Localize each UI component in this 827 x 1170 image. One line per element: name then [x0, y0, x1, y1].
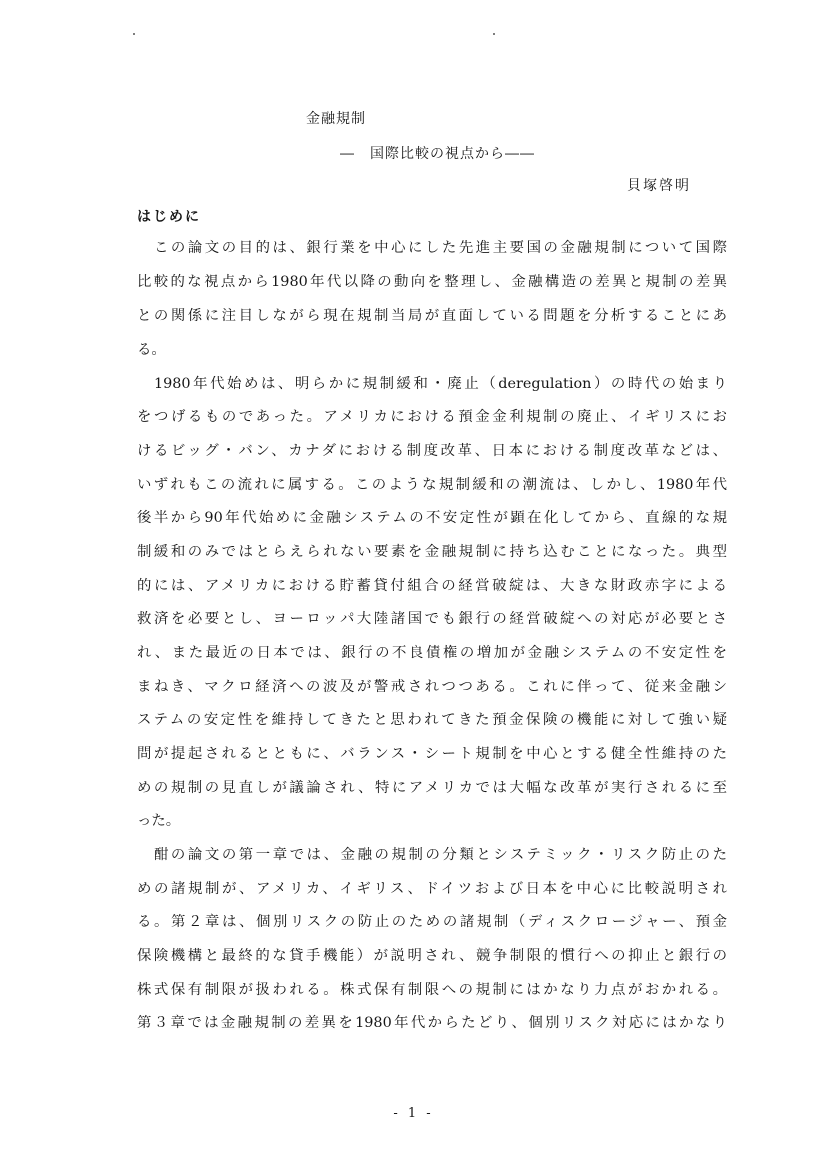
- body-line: る。: [137, 342, 166, 358]
- body-line: めの諸規制が、アメリカ、イギリス、ドイツおよび日本を中心に比較説明され: [137, 881, 727, 897]
- body-line: 問が提起されるとともに、バランス・シート規制を中心とする健全性維持のた: [137, 746, 727, 762]
- body-line: った。: [137, 813, 181, 829]
- page-number: - 1 -: [393, 1106, 434, 1121]
- body-line: 救済を必要とし、ヨーロッパ大陸諸国でも銀行の経営破綻への対応が必要とさ: [137, 611, 727, 627]
- body-line: 的には、アメリカにおける貯蓄貸付組合の経営破綻は、大きな財政赤字による: [137, 578, 727, 594]
- body-line: 後半から90年代始めに金融システムの不安定性が顕在化してから、直線的な規: [137, 510, 727, 526]
- body-line: との関係に注目しながら現在規制当局が直面している問題を分析することにあ: [137, 308, 727, 324]
- author-name: 貝塚啓明: [627, 178, 691, 194]
- body-line: この論文の目的は、銀行業を中心にした先進主要国の金融規制について国際: [137, 240, 727, 256]
- body-line: れ、また最近の日本では、銀行の不良債権の増加が金融システムの不安定性を: [137, 645, 727, 661]
- body-line: めの規制の見直しが議論され、特にアメリカでは大幅な改革が実行されるに至: [137, 780, 727, 796]
- section-heading: はじめに: [137, 209, 201, 225]
- body-line: 制緩和のみではとらえられない要素を金融規制に持ち込むことになった。典型: [137, 544, 727, 560]
- body-line: 保険機構と最終的な貸手機能）が説明され、競争制限的慣行への抑止と銀行の: [137, 948, 727, 964]
- body-line: る。第２章は、個別リスクの防止のための諸規制（ディスクロージャー、預金: [137, 914, 727, 930]
- document-title: 金融規制: [306, 111, 366, 127]
- body-line: まねき、マクロ経済への波及が警戒されつつある。これに伴って、従来金融シ: [137, 679, 727, 695]
- body-line: 比較的な視点から1980年代以降の動向を整理し、金融構造の差異と規制の差異: [137, 274, 727, 290]
- body-line: をつげるものであった。アメリカにおける預金金利規制の廃止、イギリスにお: [137, 409, 727, 425]
- scan-speck: [493, 33, 495, 35]
- document-subtitle: ― 国際比較の視点から――: [340, 146, 535, 162]
- body-line: いずれもこの流れに属する。このような規制緩和の潮流は、しかし、1980年代: [137, 477, 727, 493]
- body-line: 第３章では金融規制の差異を1980年代からたどり、個別リスク対応にはかなり: [137, 1015, 727, 1031]
- body-line: ステムの安定性を維持してきたと思われてきた預金保険の機能に対して強い疑: [137, 712, 727, 728]
- body-line: けるビッグ・バン、カナダにおける制度改革、日本における制度改革などは、: [137, 443, 727, 459]
- body-line: 酣の論文の第一章では、金融の規制の分類とシステミック・リスク防止のた: [137, 847, 727, 863]
- body-line: 株式保有制限が扱われる。株式保有制限への規制にはかなり力点がおかれる。: [137, 982, 727, 998]
- scan-speck: [133, 33, 135, 35]
- body-line: 1980年代始めは、明らかに規制緩和・廃止（deregulation）の時代の始まり: [137, 376, 727, 392]
